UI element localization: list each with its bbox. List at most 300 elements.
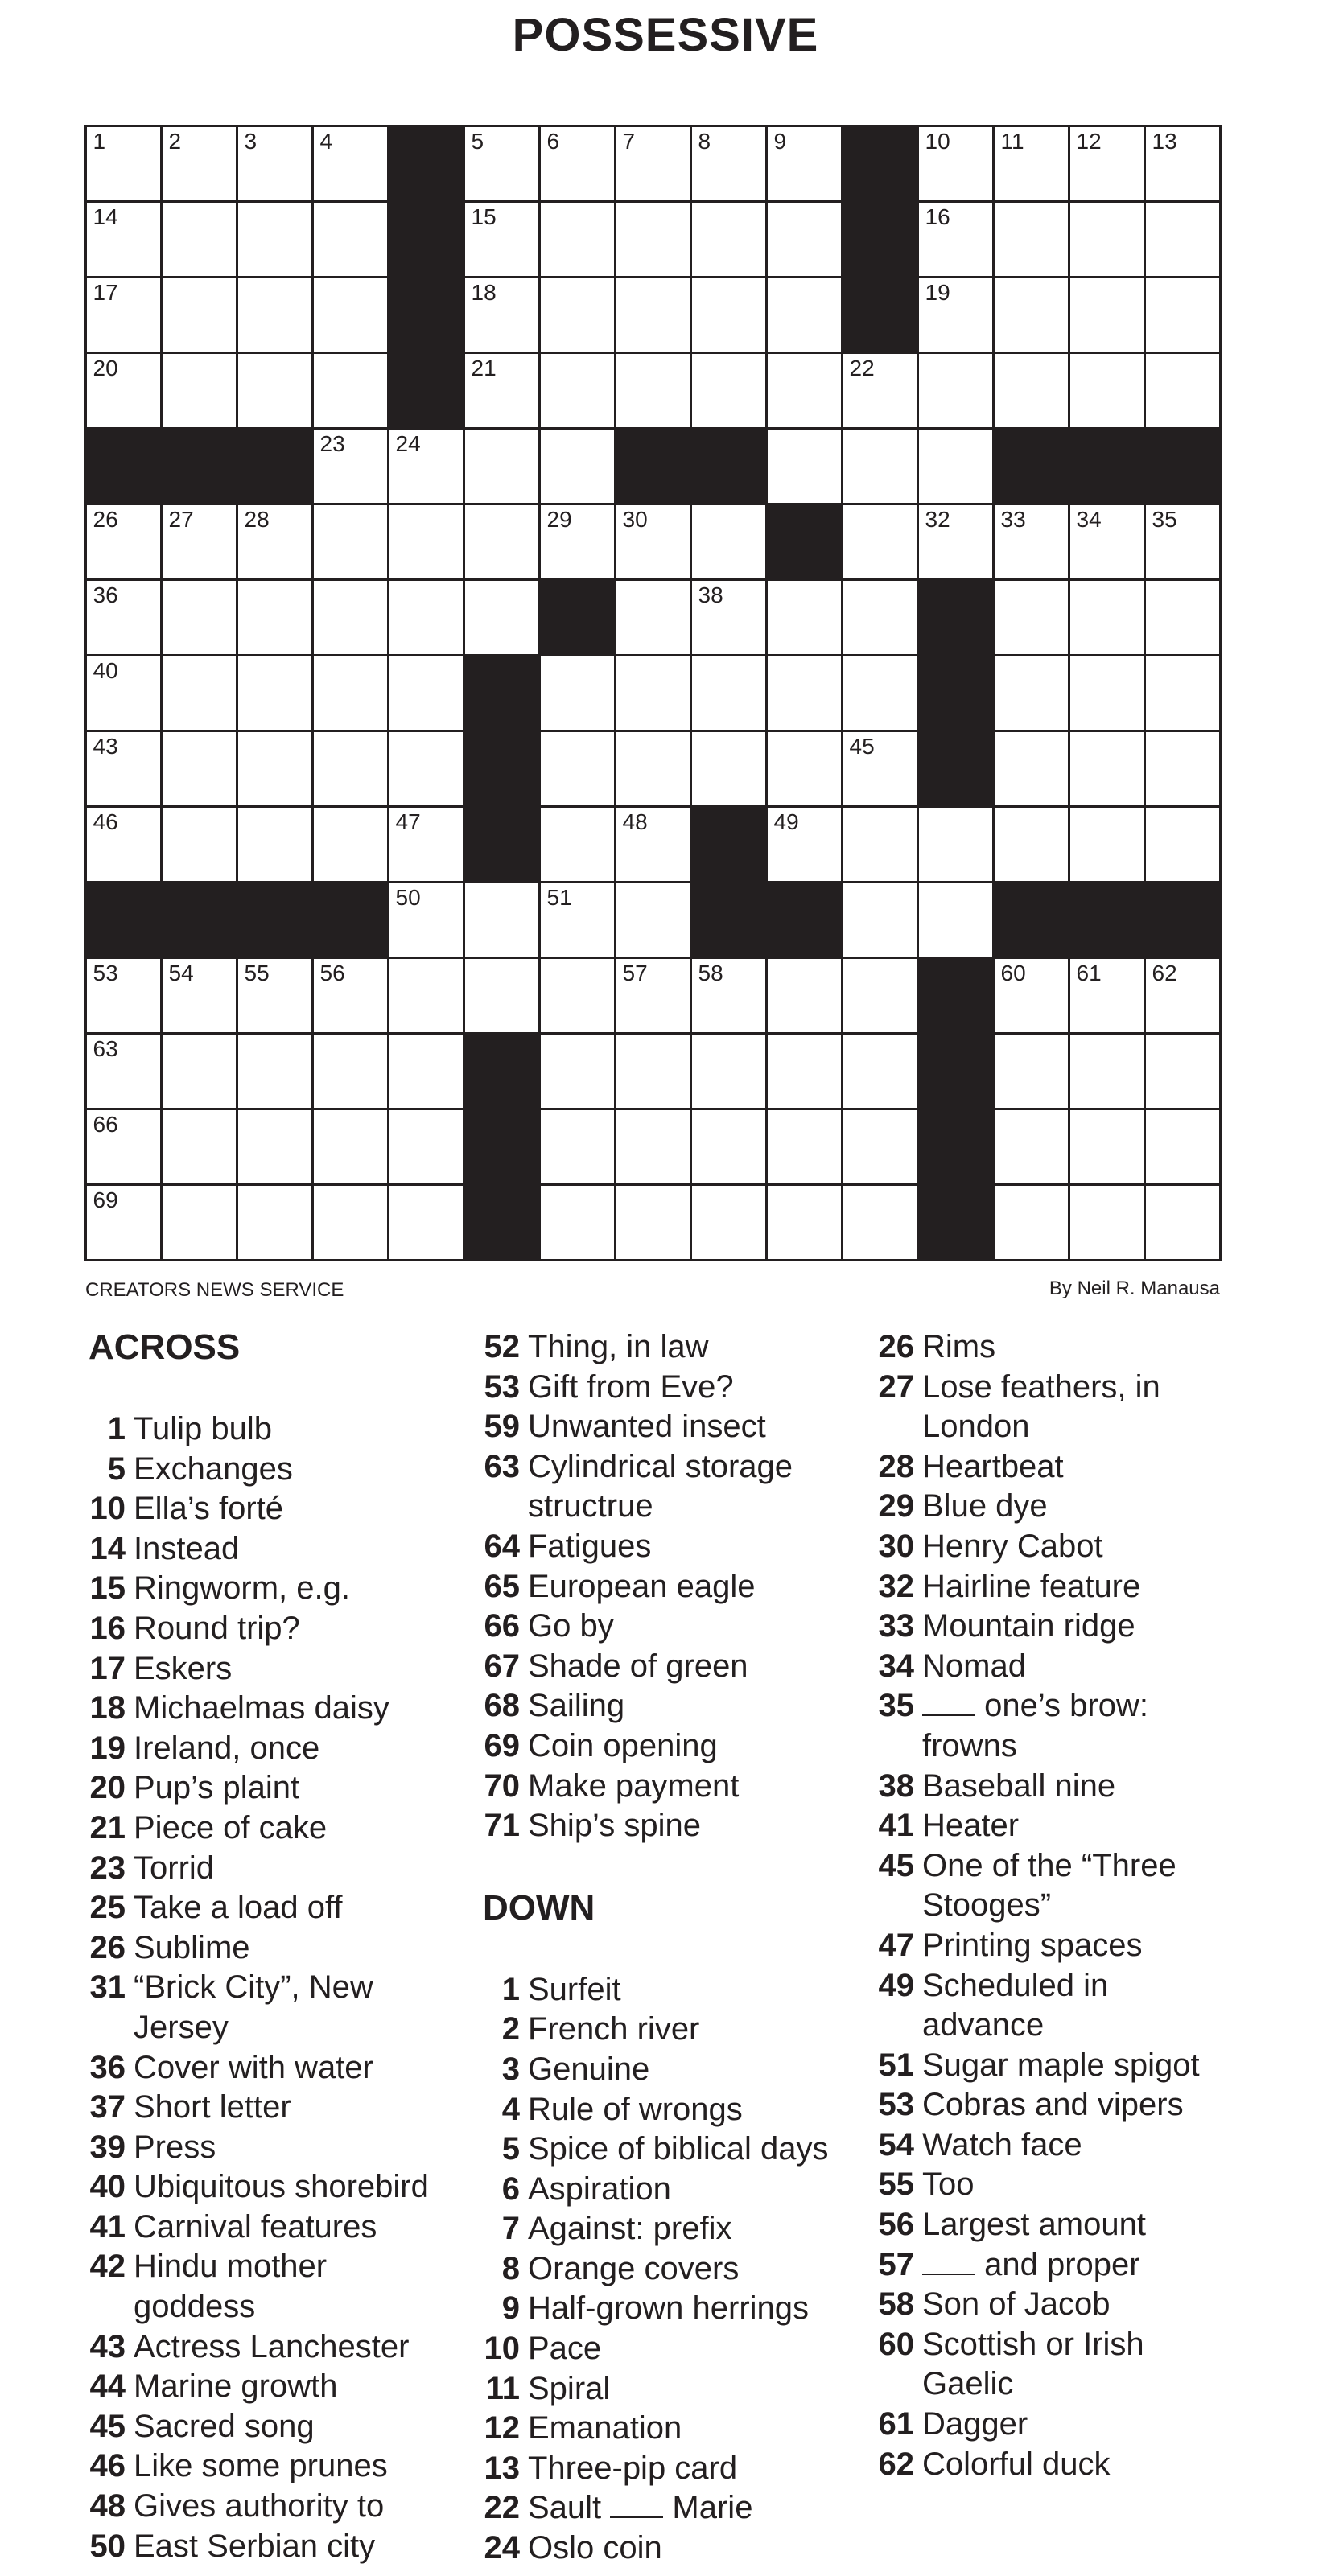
clue-column-3 (877, 1327, 1263, 2484)
grid-cell[interactable] (917, 200, 995, 278)
clue-number: 26 (89, 1929, 126, 1965)
grid-cell[interactable] (387, 1032, 465, 1110)
cell-number: 16 (925, 204, 950, 229)
clue-number: 41 (89, 2208, 126, 2245)
grid-cell[interactable] (1144, 352, 1222, 430)
grid-cell[interactable] (538, 276, 616, 354)
black-square (236, 427, 314, 505)
grid-cell[interactable] (690, 730, 768, 808)
grid-cell[interactable] (311, 1183, 389, 1261)
down-clue (483, 2289, 869, 2329)
grid-cell[interactable] (160, 957, 238, 1035)
grid-cell[interactable] (1144, 957, 1222, 1035)
black-square (765, 881, 843, 959)
clue-number: 53 (878, 2087, 914, 2123)
grid-cell[interactable] (236, 200, 314, 278)
cell-number: 2 (168, 128, 182, 154)
clue-text: Sacred song (134, 2408, 315, 2444)
grid-cell[interactable] (311, 125, 389, 203)
across-clue (89, 1689, 467, 1729)
clue-text: Michaelmas daisy (134, 1690, 389, 1726)
grid-cell[interactable] (538, 730, 616, 808)
clue-text: Round trip? (134, 1610, 300, 1646)
clue-text: Ubiquitous shorebird (134, 2169, 429, 2205)
grid-cell[interactable] (160, 1032, 238, 1110)
grid-cell[interactable] (1068, 276, 1146, 354)
grid-cell[interactable] (992, 1032, 1070, 1110)
grid-cell[interactable] (463, 276, 541, 354)
grid-cell[interactable] (311, 654, 389, 732)
clue-number: 64 (484, 1528, 520, 1564)
grid-cell[interactable] (84, 957, 163, 1035)
clue-text: Emanation (528, 2410, 682, 2446)
grid-cell[interactable] (387, 805, 465, 883)
grid-cell[interactable] (311, 352, 389, 430)
black-square (841, 200, 919, 278)
grid-cell[interactable] (690, 503, 768, 581)
grid-cell[interactable] (992, 200, 1070, 278)
grid-cell[interactable] (917, 427, 995, 505)
grid-cell[interactable] (1144, 578, 1222, 656)
across-clue (89, 1450, 467, 1490)
grid-cell[interactable] (1068, 352, 1146, 430)
clue-text: Ireland, once (134, 1730, 320, 1766)
grid-cell[interactable] (917, 503, 995, 581)
grid-cell[interactable] (690, 200, 768, 278)
grid-cell[interactable] (765, 1032, 843, 1110)
clue-number: 22 (484, 2490, 520, 2526)
down-clue (877, 2046, 1263, 2086)
grid-cell[interactable] (311, 427, 389, 505)
grid-cell[interactable] (236, 1183, 314, 1261)
clue-text-continued: Jersey (134, 2009, 229, 2045)
grid-cell[interactable] (690, 352, 768, 430)
grid-cell[interactable] (992, 578, 1070, 656)
grid-cell[interactable] (917, 881, 995, 959)
grid-cell[interactable] (992, 125, 1070, 203)
grid-cell[interactable] (765, 125, 843, 203)
grid-cell[interactable] (236, 805, 314, 883)
grid-cell[interactable] (992, 654, 1070, 732)
grid-cell[interactable] (992, 503, 1070, 581)
grid-cell[interactable] (538, 125, 616, 203)
grid-cell[interactable] (1144, 276, 1222, 354)
grid-cell[interactable] (538, 1183, 616, 1261)
grid-cell[interactable] (765, 957, 843, 1035)
clue-text: Watch face (922, 2126, 1082, 2162)
black-square (917, 1183, 995, 1261)
across-clue (89, 2167, 467, 2208)
grid-cell[interactable] (538, 1032, 616, 1110)
clue-text: Gives authority to (134, 2488, 385, 2525)
grid-cell[interactable] (690, 957, 768, 1035)
black-square (917, 654, 995, 732)
grid-cell[interactable] (841, 654, 919, 732)
grid-cell[interactable] (614, 881, 692, 959)
cell-number: 14 (93, 204, 118, 229)
grid-cell[interactable] (463, 503, 541, 581)
grid-cell[interactable] (992, 1108, 1070, 1186)
grid-cell[interactable] (690, 654, 768, 732)
down-clue (483, 2488, 869, 2529)
grid-cell[interactable] (1144, 503, 1222, 581)
grid-cell[interactable] (841, 957, 919, 1035)
clue-number: 2 (501, 2011, 520, 2047)
grid-cell[interactable] (992, 730, 1070, 808)
grid-cell[interactable] (690, 125, 768, 203)
cell-number: 30 (622, 506, 648, 532)
grid-cell[interactable] (160, 1183, 238, 1261)
grid-cell[interactable] (463, 881, 541, 959)
grid-cell[interactable] (1068, 1183, 1146, 1261)
grid-cell[interactable] (538, 881, 616, 959)
grid-cell[interactable] (614, 352, 692, 430)
clue-text-after-blank: and proper (984, 2246, 1140, 2282)
grid-cell[interactable] (160, 654, 238, 732)
grid-cell[interactable] (1068, 730, 1146, 808)
grid-cell[interactable] (690, 276, 768, 354)
grid-cell[interactable] (236, 730, 314, 808)
grid-cell[interactable] (765, 654, 843, 732)
clue-text: Largest amount (922, 2207, 1146, 2243)
grid-cell[interactable] (84, 503, 163, 581)
cell-number: 7 (622, 128, 636, 154)
black-square (841, 276, 919, 354)
cell-number: 21 (471, 355, 497, 381)
grid-cell[interactable] (1144, 1032, 1222, 1110)
grid-cell[interactable] (311, 200, 389, 278)
grid-cell[interactable] (311, 503, 389, 581)
grid-cell[interactable] (84, 125, 163, 203)
grid-cell[interactable] (1068, 125, 1146, 203)
clue-number: 5 (501, 2131, 520, 2167)
clue-text: Scottish or Irish (922, 2326, 1144, 2362)
cell-number: 34 (1076, 506, 1102, 532)
black-square (463, 805, 541, 883)
grid-cell[interactable] (387, 654, 465, 732)
clue-text: Spiral (528, 2370, 611, 2406)
grid-cell[interactable] (1068, 1032, 1146, 1110)
grid-cell[interactable] (236, 957, 314, 1035)
black-square (841, 125, 919, 203)
grid-cell[interactable] (236, 125, 314, 203)
grid-cell[interactable] (311, 1032, 389, 1110)
clue-text: Eskers (134, 1650, 233, 1686)
grid-cell[interactable] (1068, 578, 1146, 656)
grid-cell[interactable] (992, 957, 1070, 1035)
grid-cell[interactable] (841, 1108, 919, 1186)
grid-cell[interactable] (1144, 730, 1222, 808)
black-square (84, 881, 163, 959)
grid-cell[interactable] (1144, 1108, 1222, 1186)
grid-cell[interactable] (841, 352, 919, 430)
grid-cell[interactable] (311, 805, 389, 883)
clue-number: 34 (878, 1648, 914, 1684)
grid-cell[interactable] (841, 1032, 919, 1110)
grid-cell[interactable] (84, 1032, 163, 1110)
clue-number: 18 (89, 1690, 126, 1726)
clue-text: Nomad (922, 1648, 1026, 1684)
grid-cell[interactable] (1068, 957, 1146, 1035)
grid-cell[interactable] (387, 881, 465, 959)
grid-cell[interactable] (160, 730, 238, 808)
grid-cell[interactable] (841, 1183, 919, 1261)
clue-number: 46 (89, 2448, 126, 2484)
grid-cell[interactable] (1068, 654, 1146, 732)
grid-cell[interactable] (765, 578, 843, 656)
down-clue (483, 2329, 869, 2369)
grid-cell[interactable] (841, 503, 919, 581)
clue-number: 63 (484, 1448, 520, 1484)
down-clue (877, 1567, 1263, 1607)
grid-cell[interactable] (311, 1108, 389, 1186)
grid-cell[interactable] (236, 1032, 314, 1110)
grid-cell[interactable] (917, 352, 995, 430)
grid-cell[interactable] (463, 957, 541, 1035)
grid-cell[interactable] (690, 1032, 768, 1110)
black-square (690, 805, 768, 883)
cell-number: 17 (93, 279, 118, 305)
grid-cell[interactable] (1144, 1183, 1222, 1261)
clue-text-continued: London (922, 1409, 1030, 1445)
clue-number: 38 (878, 1767, 914, 1804)
grid-cell[interactable] (841, 578, 919, 656)
grid-cell[interactable] (236, 352, 314, 430)
grid-cell[interactable] (1068, 503, 1146, 581)
clue-number: 71 (484, 1808, 520, 1844)
grid-cell[interactable] (1068, 200, 1146, 278)
grid-cell[interactable] (387, 957, 465, 1035)
grid-cell[interactable] (311, 578, 389, 656)
down-clue (483, 2130, 869, 2170)
clue-number: 12 (484, 2410, 520, 2446)
across-clue (483, 1806, 869, 1846)
grid-cell[interactable] (84, 654, 163, 732)
grid-cell[interactable] (387, 578, 465, 656)
clue-number: 43 (89, 2328, 126, 2364)
grid-cell[interactable] (841, 805, 919, 883)
grid-cell[interactable] (841, 427, 919, 505)
across-clue (89, 2446, 467, 2487)
grid-cell[interactable] (538, 503, 616, 581)
clue-text: Henry Cabot (922, 1528, 1103, 1564)
clue-text: Pup’s plaint (134, 1770, 300, 1806)
across-clue (89, 1729, 467, 1769)
grid-cell[interactable] (614, 1108, 692, 1186)
grid-cell[interactable] (1144, 125, 1222, 203)
clue-text: Printing spaces (922, 1927, 1143, 1963)
grid-cell[interactable] (160, 1108, 238, 1186)
grid-cell[interactable] (463, 427, 541, 505)
grid-cell[interactable] (311, 276, 389, 354)
grid-cell[interactable] (614, 200, 692, 278)
clue-number: 16 (89, 1610, 126, 1646)
grid-cell[interactable] (614, 503, 692, 581)
clue-text: Heartbeat (922, 1448, 1064, 1484)
down-clue (877, 2125, 1263, 2166)
grid-cell[interactable] (538, 805, 616, 883)
grid-cell[interactable] (765, 805, 843, 883)
grid-cell[interactable] (236, 276, 314, 354)
grid-cell[interactable] (992, 352, 1070, 430)
grid-cell[interactable] (538, 200, 616, 278)
grid-cell[interactable] (236, 578, 314, 656)
clue-text-continued: structrue (528, 1488, 653, 1525)
grid-cell[interactable] (236, 503, 314, 581)
grid-cell[interactable] (765, 276, 843, 354)
across-clue (89, 1489, 467, 1529)
grid-cell[interactable] (311, 957, 389, 1035)
grid-cell[interactable] (690, 578, 768, 656)
grid-cell[interactable] (538, 427, 616, 505)
grid-cell[interactable] (614, 957, 692, 1035)
grid-cell[interactable] (84, 730, 163, 808)
grid-cell[interactable] (84, 1108, 163, 1186)
clue-text: Mountain ridge (922, 1608, 1135, 1644)
grid-cell[interactable] (84, 805, 163, 883)
grid-cell[interactable] (917, 125, 995, 203)
grid-cell[interactable] (614, 125, 692, 203)
across-clue (483, 1368, 869, 1408)
grid-cell[interactable] (84, 352, 163, 430)
clue-number: 14 (89, 1530, 126, 1566)
black-square (690, 427, 768, 505)
grid-cell[interactable] (917, 805, 995, 883)
grid-cell[interactable] (765, 730, 843, 808)
across-clue (89, 1409, 467, 1450)
clue-text: Three-pip card (528, 2450, 738, 2486)
grid-cell[interactable] (463, 352, 541, 430)
clue-number: 56 (878, 2207, 914, 2243)
grid-cell[interactable] (765, 200, 843, 278)
grid-cell[interactable] (160, 200, 238, 278)
grid-cell[interactable] (160, 276, 238, 354)
grid-cell[interactable] (463, 578, 541, 656)
clue-text: “Brick City”, New (134, 1969, 373, 2006)
down-clue (483, 2449, 869, 2489)
clue-text: Orange covers (528, 2250, 740, 2286)
across-clue (483, 1647, 869, 1687)
grid-cell[interactable] (236, 1108, 314, 1186)
grid-cell[interactable] (614, 730, 692, 808)
grid-cell[interactable] (992, 276, 1070, 354)
across-clue (89, 1968, 467, 2047)
grid-cell[interactable] (917, 276, 995, 354)
grid-cell[interactable] (992, 1183, 1070, 1261)
clue-column-1 (89, 1327, 467, 2566)
grid-cell[interactable] (387, 503, 465, 581)
clue-text: Make payment (528, 1767, 740, 1804)
grid-cell[interactable] (538, 352, 616, 430)
grid-cell[interactable] (160, 352, 238, 430)
clue-text: Baseball nine (922, 1767, 1116, 1804)
black-square (1144, 427, 1222, 505)
clue-text: Go by (528, 1608, 614, 1644)
black-square (917, 957, 995, 1035)
down-clue (483, 2529, 869, 2569)
grid-cell[interactable] (614, 1032, 692, 1110)
grid-cell[interactable] (84, 276, 163, 354)
grid-cell[interactable] (841, 730, 919, 808)
grid-cell[interactable] (1144, 805, 1222, 883)
clue-number: 35 (878, 1688, 914, 1724)
grid-cell[interactable] (387, 1108, 465, 1186)
grid-cell[interactable] (614, 805, 692, 883)
grid-cell[interactable] (160, 805, 238, 883)
across-clue (483, 1726, 869, 1767)
cell-number: 24 (395, 430, 421, 456)
clue-number: 51 (878, 2047, 914, 2083)
across-clue (89, 2407, 467, 2447)
grid-cell[interactable] (841, 881, 919, 959)
cell-number: 45 (849, 733, 875, 759)
down-clue (483, 2409, 869, 2449)
grid-cell[interactable] (538, 957, 616, 1035)
grid-cell[interactable] (160, 503, 238, 581)
cell-number: 43 (93, 733, 118, 759)
black-square (917, 578, 995, 656)
grid-cell[interactable] (992, 805, 1070, 883)
cell-number: 35 (1152, 506, 1177, 532)
cell-number: 63 (93, 1035, 118, 1061)
grid-cell[interactable] (84, 578, 163, 656)
grid-cell[interactable] (236, 654, 314, 732)
grid-cell[interactable] (614, 276, 692, 354)
clue-text: Fatigues (528, 1528, 652, 1564)
grid-cell[interactable] (1068, 805, 1146, 883)
clue-number: 58 (878, 2286, 914, 2323)
clue-text: Tulip bulb (134, 1411, 272, 1446)
clue-number: 47 (878, 1927, 914, 1963)
black-square (1068, 427, 1146, 505)
clue-text: Gift from Eve? (528, 1368, 734, 1405)
grid-cell[interactable] (160, 578, 238, 656)
grid-cell[interactable] (614, 578, 692, 656)
grid-cell[interactable] (538, 654, 616, 732)
cell-number: 54 (168, 960, 194, 986)
clue-text: Surfeit (528, 1971, 621, 2007)
grid-cell[interactable] (765, 427, 843, 505)
down-clue (877, 2445, 1263, 2485)
grid-cell[interactable] (463, 200, 541, 278)
grid-cell[interactable] (463, 125, 541, 203)
grid-cell[interactable] (387, 730, 465, 808)
grid-cell[interactable] (1144, 200, 1222, 278)
grid-cell[interactable] (690, 1108, 768, 1186)
grid-cell[interactable] (690, 1183, 768, 1261)
grid-cell[interactable] (765, 1183, 843, 1261)
grid-cell[interactable] (387, 1183, 465, 1261)
grid-cell[interactable] (84, 1183, 163, 1261)
grid-cell[interactable] (765, 1108, 843, 1186)
grid-cell[interactable] (160, 125, 238, 203)
clue-text: Actress Lanchester (134, 2328, 410, 2364)
clue-text: Genuine (528, 2051, 650, 2087)
grid-cell[interactable] (765, 352, 843, 430)
grid-cell[interactable] (1144, 654, 1222, 732)
grid-cell[interactable] (84, 200, 163, 278)
across-clue (89, 2367, 467, 2407)
black-square (463, 1183, 541, 1261)
grid-cell[interactable] (1068, 1108, 1146, 1186)
clue-number: 28 (878, 1448, 914, 1484)
clue-number: 10 (89, 1491, 126, 1527)
grid-cell[interactable] (614, 654, 692, 732)
grid-cell[interactable] (614, 1183, 692, 1261)
grid-cell[interactable] (538, 1108, 616, 1186)
grid-cell[interactable] (387, 427, 465, 505)
grid-cell[interactable] (311, 730, 389, 808)
